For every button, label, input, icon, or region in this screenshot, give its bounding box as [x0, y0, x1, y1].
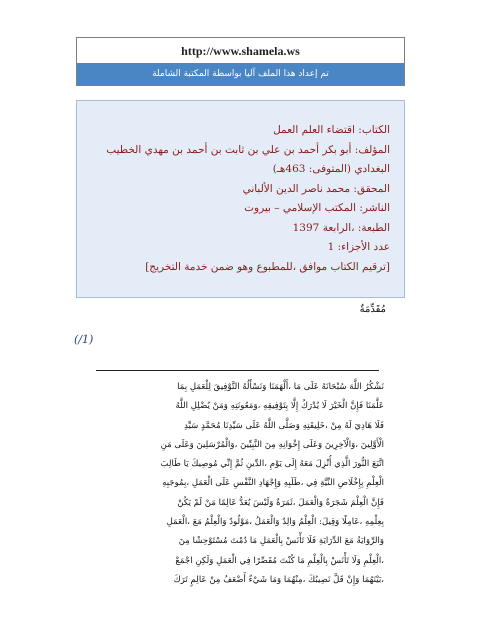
text-line: فَإِنَّ الْعِلْمَ شَجَرَةٌ وَالْعَمَلَ ،ثَمَرَةٌ وَلَيْسَ يُعَدُّ عَالِمًا مَنْ لَمْ يَكُنْ	[177, 497, 384, 508]
book-info-lines	[85, 121, 390, 277]
source-url[interactable]: http://www.shamela.ws	[181, 44, 300, 58]
text-line: نَشْكُرُ اللَّهَ سُبْحَانَهُ عَلَى مَا ،أَلْهَمَنَا وَنَسْأَلُهُ التَّوْفِيقَ لِلْعَمَلِ بِمَا	[177, 382, 384, 392]
book-info-box	[76, 100, 405, 298]
text-line: اتَّبَعَ النُّورَ الَّذِي أُنْزِلَ مَعَهُ إِلَى يَوْمِ ،الدِّينِ ثُمَّ إِنِّي مُوصِيكَ يَا طَالِبَ	[160, 459, 384, 470]
body-text	[96, 378, 384, 590]
generated-banner: تم إعداد هذا الملف آليا بواسطة المكتبة الشاملة	[77, 63, 404, 85]
text-line: ،بَيْنَهُمَا وَإِنْ قَلَّ نَصِيبُكَ ،مِنْهُمَا وَمَا شَيْءٌ أَضْعَفُ مِنْ عَالِمٍ تَرَكَ	[173, 574, 384, 585]
text-line: فَلَا هَادِيَ لَهُ مِنْ ،خَلِيقَتِهِ وَصَلَّى اللَّهُ عَلَى سَيِّدِنَا مُحَمَّدٍ سَيِّدِ	[184, 420, 384, 431]
divider-rule	[96, 370, 379, 371]
info-publisher: الناشر: المكتب الإسلامي – بيروت	[244, 202, 390, 214]
info-author: المؤلف: أبو بكر أحمد بن علي بن ثابت بن أحمد بن مهدي الخطيب البغدادي (المتوفى: 463هـ)	[106, 143, 390, 175]
section-title: مُقَدِّمَةٌ	[359, 304, 386, 315]
text-line: الْعِلْمِ بِإِخْلَاصِ النِّيَّةِ فِي ،طَلَبِهِ وَإِجْهَادِ النَّفْسِ عَلَى الْعَمَلِ ،بِمُوجَبِهِ	[162, 478, 384, 489]
page-marker: (/1)	[74, 333, 94, 346]
info-note: [ترقيم الكتاب موافق ،للمطبوع وهو ضمن خدمة التخريج]	[145, 260, 390, 273]
text-line: ،الْعِلْمِ وَلَا تَأْنَسْ بِالْعِلْمِ مَا كُنْتَ مُقَصِّرًا فِي الْعَمَلِ وَلَكِنِ اجْمَعْ	[175, 555, 384, 566]
info-editor: المحقق: محمد ناصر الدين الألباني	[242, 182, 390, 195]
text-line: عَلَّمَنَا فَإِنَّ الْخَيْرَ لَا يُدْرَكُ إِلَّا بِتَوْفِيقِهِ ،وَمَعُونَتِهِ وَمَنْ يُضْلِلِ اللَّهُ	[175, 401, 384, 412]
info-book: الكتاب: اقتضاء العلم العمل	[273, 124, 390, 136]
info-edition: الطبعة: ،الرابعة 1397	[292, 221, 390, 234]
text-line: بِعِلْمِهِ ،عَامِلًا وَقِيلَ: الْعِلْمُ وَالِدٌ وَالْعَمَلُ ،مَوْلُودٌ وَالْعِلْمُ مَعَ ،الْعَمَلِ	[166, 517, 384, 528]
info-parts: عدد الأجزاء: 1	[327, 241, 390, 253]
text-line: الْأَوَّلِينَ ،وَالْآخِرِينَ وَعَلَى إِخْوَانِهِ مِنَ النَّبِيِّينَ ،وَالْمُرْسَلِينَ وَعَلَى مَنِ	[160, 439, 384, 450]
text-line: وَالرِّوَايَةُ مَعَ الدِّرَايَةِ فَلَا تَأْنَسْ بِالْعَمَلِ مَا دُمْتَ مُسْتَوْحِشًا مِنَ	[178, 536, 384, 547]
source-header	[76, 37, 405, 86]
